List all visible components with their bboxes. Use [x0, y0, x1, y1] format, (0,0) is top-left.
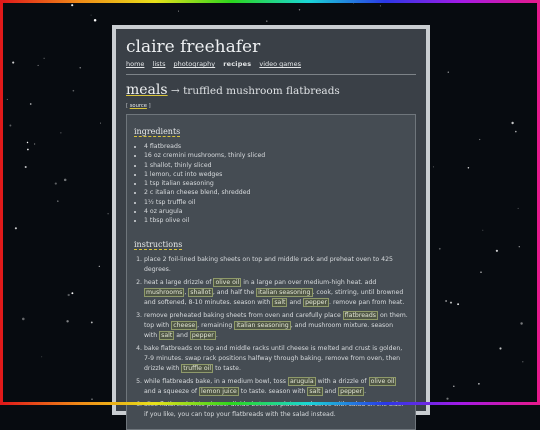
step-text: . remove pan from heat.	[329, 298, 405, 306]
star-dot	[9, 125, 11, 127]
star-dot	[518, 208, 519, 209]
star-dot	[478, 383, 479, 384]
ingredient-item: • 2 c italian cheese blend, shredded	[144, 188, 408, 197]
nav-link-home[interactable]: home	[126, 60, 145, 68]
star-dot	[57, 200, 59, 202]
star-dot	[0, 196, 1, 198]
star-dot	[30, 103, 32, 105]
star-dot	[60, 132, 61, 133]
step-text: ,	[184, 288, 189, 296]
step-text: , and half the	[212, 288, 257, 296]
star-dot	[25, 166, 27, 168]
ingredient-item: • 1 shallot, thinly sliced	[144, 161, 408, 170]
step-text: and	[287, 298, 304, 306]
content-frame	[112, 25, 430, 418]
step-text: .	[215, 331, 218, 339]
instruction-step	[144, 377, 408, 397]
star-dot	[482, 230, 483, 231]
step-text: place 2 foil-lined baking sheets on top and middle rack and preheat oven to 425 degrees.	[144, 255, 393, 273]
instruction-step	[144, 278, 408, 308]
ingredient-tag: italian seasoning	[258, 288, 311, 296]
ingredient-tag: shallot	[190, 288, 211, 296]
star-dot	[27, 142, 28, 143]
star-dot	[12, 62, 14, 64]
ingredient-item: • 4 flatbreads	[144, 142, 408, 151]
ingredient-item: • 1 tsp italian seasoning	[144, 179, 408, 188]
ingredient-tag: lemon juice	[201, 387, 237, 395]
nav-link-recipes[interactable]: recipes	[223, 60, 252, 68]
star-dot	[522, 361, 523, 362]
step-text: . cook, stirring, until browned and softened, 8-10 minutes. season with	[144, 288, 404, 306]
ingredient-tag: arugula	[290, 377, 314, 385]
instruction-step	[144, 311, 408, 341]
star-dot	[64, 179, 67, 182]
ingredient-item: • 4 oz arugula	[144, 207, 408, 216]
star-dot	[446, 398, 448, 400]
star-dot	[439, 248, 441, 250]
recipe-title: truffled mushroom flatbreads	[183, 85, 340, 97]
star-dot	[445, 300, 447, 302]
star-dot	[71, 292, 73, 294]
site-nav	[126, 60, 416, 68]
step-text: and	[174, 331, 190, 339]
ingredient-item: • 1 tbsp olive oil	[144, 216, 408, 225]
ingredient-tag: flatbreads	[344, 311, 376, 319]
star-dot	[353, 3, 354, 4]
step-text: and	[322, 387, 339, 395]
star-dot	[499, 347, 501, 349]
step-text: in a large pan over medium-high heat. add	[241, 278, 377, 286]
ingredient-item: • 1½ tsp truffle oil	[144, 198, 408, 207]
star-dot	[450, 302, 452, 304]
star-dot	[99, 266, 100, 267]
star-dot	[380, 5, 381, 6]
ingredient-tag: mushrooms	[146, 288, 183, 296]
step-text: .	[364, 387, 367, 395]
star-dot	[511, 122, 513, 124]
ingredient-tag: truffle oil	[183, 364, 212, 372]
ingredient-tag: salt	[274, 298, 286, 306]
ingredient-tag: cheese	[173, 321, 196, 329]
source-link[interactable]: source	[129, 103, 147, 109]
ingredient-tag: pepper	[191, 331, 214, 339]
star-dot	[80, 67, 81, 68]
step-text: with a drizzle of	[315, 377, 369, 385]
step-text: and a squeeze of	[144, 387, 200, 395]
star-dot	[15, 227, 17, 229]
ingredient-tag: pepper	[340, 387, 363, 395]
star-dot	[512, 0, 513, 1]
nav-link-photography[interactable]: photography	[173, 60, 216, 68]
step-text: on them. top with	[144, 311, 408, 329]
star-dot	[480, 271, 481, 272]
star-dot	[453, 386, 455, 388]
ingredient-item: • 1 lemon, cut into wedges	[144, 170, 408, 179]
star-dot	[299, 9, 300, 10]
star-dot	[41, 356, 42, 357]
nav-link-lists[interactable]: lists	[152, 60, 166, 68]
star-dot	[448, 71, 449, 72]
step-text: to taste. season with	[238, 387, 308, 395]
ingredients-heading: ingredients	[134, 127, 181, 136]
source-bracket-close: ]	[148, 103, 151, 109]
ingredient-tag: salt	[161, 331, 173, 339]
star-dot	[178, 11, 179, 12]
ingredient-tag: salt	[309, 387, 321, 395]
star-dot	[94, 19, 97, 22]
breadcrumb-meals-link[interactable]: meals	[126, 82, 168, 98]
step-text: bake flatbreads on top and middle racks until cheese is melted and crust is golden, 7-9 minutes. swap rack positions halfway through baking. remove from oven, then drizzle with	[144, 344, 403, 372]
step-text: , and mushroom mixture. season with	[144, 321, 393, 339]
star-dot	[91, 15, 92, 16]
instructions-heading: instructions	[134, 239, 183, 249]
recipe-card	[126, 114, 416, 430]
nav-link-video-games[interactable]: video games	[259, 60, 301, 68]
instruction-step	[144, 344, 408, 374]
ingredient-tag: olive oil	[370, 377, 395, 385]
breadcrumb-arrow: →	[170, 85, 180, 97]
star-dot	[44, 58, 45, 59]
star-dot	[34, 143, 35, 144]
star-dot	[520, 322, 522, 324]
step-text: to taste.	[213, 364, 241, 372]
star-dot	[7, 99, 8, 100]
star-dot	[89, 0, 91, 2]
star-dot	[496, 250, 498, 252]
star-dot	[22, 318, 25, 321]
star-dot	[479, 139, 480, 140]
source-bracket-open: [	[126, 103, 129, 109]
star-dot	[91, 321, 93, 323]
step-text: while flatbreads bake, in a medium bowl, toss	[144, 377, 288, 385]
star-dot	[38, 65, 39, 66]
star-dot	[27, 149, 29, 151]
step-text: remove preheated baking sheets from oven and carefully place	[144, 311, 343, 319]
content-inner	[126, 37, 416, 430]
star-dot	[66, 320, 68, 322]
star-dot	[433, 166, 434, 167]
star-dot	[68, 294, 70, 296]
ingredient-tag: olive oil	[215, 278, 240, 286]
instructions-list	[134, 255, 408, 420]
ingredients-list	[134, 142, 408, 226]
star-dot	[515, 131, 517, 133]
ingredient-tag: pepper	[305, 298, 328, 306]
star-dot	[100, 123, 101, 124]
star-dot	[457, 303, 459, 305]
source-line	[126, 103, 416, 109]
star-dot	[107, 213, 108, 214]
step-text: slice flatbreads into pieces. divide between plates and serve with salad on the side. if you like, you can top your flatbreads with the salad instead.	[144, 400, 404, 418]
star-dot	[73, 90, 75, 92]
star-dot	[266, 20, 267, 21]
header-divider	[126, 74, 416, 75]
ingredient-tag: italian seasoning	[236, 321, 289, 329]
ingredient-item: • 16 oz cremini mushrooms, thinly sliced	[144, 151, 408, 160]
step-text: , remaining	[197, 321, 235, 329]
star-dot	[71, 4, 73, 6]
instruction-step	[144, 400, 408, 420]
site-title: claire freehafer	[126, 37, 261, 57]
instruction-step	[144, 255, 408, 275]
page-heading	[126, 83, 416, 98]
step-text: heat a large drizzle of	[144, 278, 214, 286]
star-dot	[468, 167, 470, 169]
star-dot	[91, 398, 93, 400]
star-dot	[519, 246, 520, 247]
star-dot	[1, 395, 3, 397]
star-dot	[55, 183, 57, 185]
